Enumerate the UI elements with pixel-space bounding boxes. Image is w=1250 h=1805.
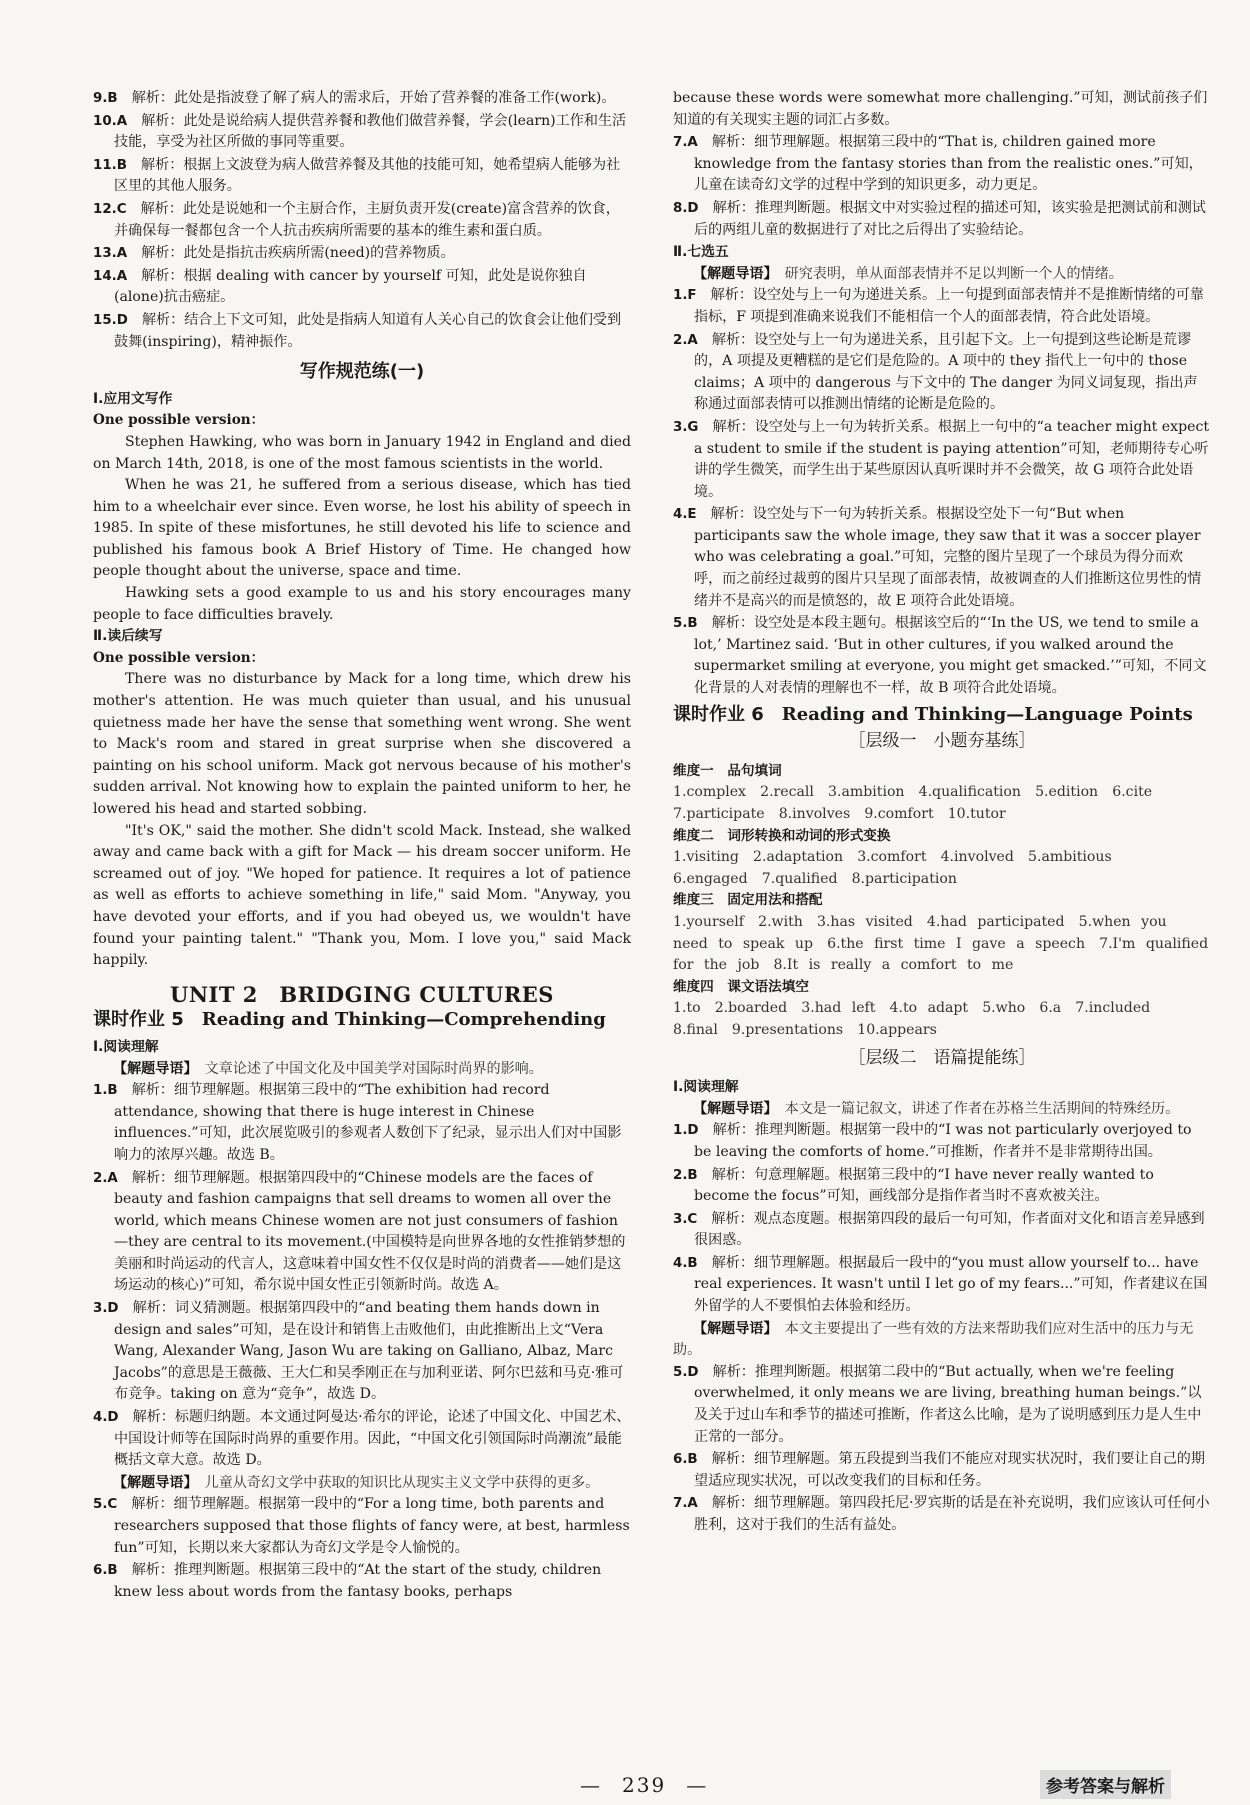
dimension-heading: 维度四 课文语法填空 [673, 978, 809, 995]
answer-item: 2.A 解析：设空处与上一句为递进关系，且引起下文。上一句提到这些论断是荒谬的，A 项提及更糟糕的是它们是危险的。A 项中的 they 指代上一句中的 those claims；A 项中的 dangerous 与下文中的 The danger 为同义词复现，指出声称通过面部表情可以推测出情绪的论断是危险的。 [673, 331, 1198, 413]
solution-guide: 【解题导语】 本文是一篇记叙文，讲述了作者在苏格兰生活期间的特殊经历。 [693, 1100, 1180, 1117]
possible-version-label: One possible version： [93, 412, 265, 429]
left-column [93, 88, 631, 1604]
solution-guide: 【解题导语】 文章论述了中国文化及中国美学对国际时尚界的影响。 [113, 1060, 543, 1077]
answer-item: 5.D 解析：推理判断题。根据第二段中的“But actually, when we're feeling overwhelmed, it only means we are living, breathing human beings.”以及关于过山车和季节的描述可推断，作者这么比喻，是为了说明感到压力是人生中正常的一部分。 [673, 1363, 1202, 1445]
writing-practice-title: 写作规范练(一) [299, 361, 425, 383]
section-heading: Ⅱ.读后续写 [93, 628, 163, 645]
level-heading: ［层级二 语篇提能练］ [848, 1047, 1036, 1068]
essay-paragraph: When he was 21, he suffered from a serious disease, which has tied him to a wheelchair ever since. Even worse, he lost his ability of speech in 1985. In spite of these misfortunes, he still devoted his life to science and published his famous book A Brief History of Time. He changed how people thought about the universe, space and time. [93, 477, 631, 580]
answer-item: 2.A 解析：细节理解题。根据第四段中的“Chinese models are the faces of beauty and fashion campaigns that sell dreams to women all over the world, which means Chinese women are not just consumers of fashion—they are central to its movement.(中国模特是向世界各地的女性推销梦想的美丽和时尚运动的代言人，这意味着中国女性不仅仅是时尚的消费者——她们是这场运动的核心)”可知，希尔说中国女性正引领新时尚。故选 A。 [93, 1169, 626, 1294]
answer-item: 6.B 解析：推理判断题。根据第三段中的“At the start of the study, children knew less about words from the fantasy books, perhaps [93, 1562, 602, 1600]
answer-item: 12.C 解析：此处是说她和一个主厨合作，主厨负责开发(create)富含营养的饮食，并确保每一餐都包含一个人抗击疾病所需要的基本的维生素和蛋白质。 [93, 200, 620, 239]
dimension-heading: 维度二 词形转换和动词的形式变换 [673, 827, 891, 844]
section-heading: Ⅰ.阅读理解 [93, 1038, 159, 1055]
answer-item: 3.D 解析：词义猜测题。根据第四段中的“and beating them hands down in design and sales”可知，是在设计和销售上击败他们，由此推断出上文“Vera Wang, Alexander Wang, Jason Wu are taking on Galliano, Albaz, Marc Jacobs”的意思是王薇薇、王大仁和吴季刚正在与加利亚诺、阿尔巴兹和马克·雅可布竞争。taking on 意为“竞争”，故选 D。 [93, 1300, 624, 1403]
answer-line: 1.yourself 2.with 3.has visited 4.had participated 5.when you need to speak up 6.the first time I gave a speech 7.I'm qualified for the job 8.It is really a comfort to me [673, 913, 1209, 974]
answer-item: 10.A 解析：此处是说给病人提供营养餐和教他们做营养餐，学会(learn)工作和生活技能，享受为社区所做的事同等重要。 [93, 112, 627, 151]
homework-title: 课时作业 6 Reading and Thinking—Language Points [673, 703, 1193, 725]
essay-paragraph: "It's OK," said the mother. She didn't scold Mack. Instead, she walked away and came back with a gift for Mack — his dream soccer uniform. He screamed out of joy. "We hoped for patience. It requires a lot of patience as well as efforts to achieve something in life," said Mom. "Anyway, you have devoted your efforts, and if you had obeyed us, we wouldn't have found your painting talent." "Thank you, Mom. I love you," said Mack happily. [93, 822, 631, 969]
answer-item: 13.A 解析：此处是指抗击疾病所需(need)的营养物质。 [93, 245, 455, 262]
answer-line: 8.final 9.presentations 10.appears [673, 1021, 937, 1038]
answer-continuation: because these words were somewhat more challenging.”可知，测试前孩子们知道的有关现实主题的词汇占多数。 [673, 90, 1208, 128]
answer-item: 4.D 解析：标题归纳题。本文通过阿曼达·希尔的评论，论述了中国文化、中国艺术、中国设计师等在国际时尚界的重要作用。因此，“中国文化引领国际时尚潮流”最能概括文章大意。故选 D。 [93, 1409, 631, 1469]
answer-item: 1.B 解析：细节理解题。根据第三段中的“The exhibition had record attendance, showing that there is huge interest in Chinese influences.”可知，此次展览吸引的参观者人数创下了纪录，显示出人们对中国影响力的浓厚兴趣。故选 B。 [93, 1082, 622, 1163]
answer-item: 1.F 解析：设空处与上一句为递进关系。上一句提到面部表情并不是推断情绪的可靠指标，F 项提到准确来说我们不能相信一个人的面部表情，符合此处语境。 [673, 287, 1204, 325]
answer-item: 3.G 解析：设空处与上一句为转折关系。根据上一句中的“a teacher might expect a student to smile if the student is paying attention”可知，老师期待专心听讲的学生微笑，而学生出于某些原因认真听课时并不会微笑，故 G 项符合此处语境。 [673, 418, 1209, 500]
answer-line: 7.participate 8.involves 9.comfort 10.tutor [673, 806, 1006, 822]
answer-line: 6.engaged 7.qualified 8.participation [673, 870, 957, 887]
dimension-heading: 维度一 品句填词 [673, 762, 782, 779]
footer-label: 参考答案与解析 [1040, 1770, 1171, 1799]
answer-item: 9.B 解析：此处是指波登了解了病人的需求后，开始了营养餐的准备工作(work)。 [93, 90, 616, 106]
answer-item: 11.B 解析：根据上文波登为病人做营养餐及其他的技能可知，她希望病人能够为社区里的其他人服务。 [93, 156, 621, 195]
answer-item: 7.A 解析：细节理解题。根据第三段中的“That is, children gained more knowledge from the fantasy stories than from the realistic ones.”可知，儿童在读奇幻文学的过程中学到的知识更多，动力更足。 [673, 134, 1203, 194]
answer-line: 1.visiting 2.adaptation 3.comfort 4.involved 5.ambitious [673, 849, 1112, 866]
answer-item: 4.E 解析：设空处与下一句为转折关系。根据设空处下一句“But when participants saw the whole image, they saw that it was a soccer player who was celebrating a goal.”可知，完整的图片呈现了一个球员为得分而欢呼，而之前经过裁剪的图片只呈现了面部表情，故被调查的人们推断这位男性的情绪并不是高兴的而是愤怒的，故 E 项符合此处语境。 [673, 506, 1202, 609]
answer-item: 5.C 解析：细节理解题。根据第一段中的“For a long time, both parents and researchers supposed that those flights of fancy were, at best, harmless fun”可知，长期以来大家都认为奇幻文学是令人愉悦的。 [93, 1496, 630, 1556]
essay-paragraph: There was no disturbance by Mack for a long time, which drew his mother's attention. He was much quieter than usual, and his unusual quietness made her have the sense that something went wrong. She went to Mack's room and stared in great surprise when she discovered a painting on his school uniform. Mack got nervous because of his mother's sudden arrival. Not knowing how to explain the painted uniform to her, he lowered his head and started sobbing. [93, 671, 631, 817]
answer-line: 1.complex 2.recall 3.ambition 4.qualification 5.edition 6.cite [673, 784, 1153, 801]
unit-title: UNIT 2 BRIDGING CULTURES [170, 981, 554, 1007]
essay-paragraph: Hawking sets a good example to us and his story encourages many people to face difficulties bravely. [93, 585, 631, 623]
possible-version-label: One possible version： [93, 649, 265, 666]
answer-item: 2.B 解析：句意理解题。根据第三段中的“I have never really wanted to become the focus”可知，画线部分是指作者当时不喜欢被关注。 [673, 1166, 1154, 1205]
section-heading: Ⅰ.应用文写作 [93, 390, 173, 407]
homework-title: 课时作业 5 Reading and Thinking—Comprehending [93, 1009, 606, 1031]
solution-guide: 【解题导语】 研究表明，单从面部表情并不足以判断一个人的情绪。 [693, 265, 1123, 282]
essay-paragraph: Stephen Hawking, who was born in January 1942 in England and died on March 14th, 2018, is one of the most famous scientists in the world. [93, 433, 631, 472]
answer-item: 6.B 解析：细节理解题。第五段提到当我们不能应对现实状况时，我们要让自己的期望适应现实状况，可以改变我们的目标和任务。 [673, 1451, 1205, 1489]
solution-guide: 【解题导语】 本文主要提出了一些有效的方法来帮助我们应对生活中的压力与无助。 [673, 1320, 1194, 1359]
right-column [673, 88, 1211, 1538]
answer-item: 5.B 解析：设空处是本段主题句。根据该空后的“‘In the US, we tend to smile a lot,’ Martinez said. ‘But in other cultures, if you walked around the supermarket smiling at everyone, you might get smacked.’”可知，不同文化背景的人对表情的理解也不一样，故 B 项符合此处语境。 [673, 615, 1207, 697]
answer-item: 8.D 解析：推理判断题。根据文中对实验过程的描述可知，该实验是把测试前和测试后的两组儿童的数据进行了对比之后得出了实验结论。 [673, 199, 1206, 238]
answer-item: 4.B 解析：细节理解题。根据最后一段中的“you must allow yourself to... have real experiences. It wasn't until I let go of my fears...”可知，作者建议在国外留学的人不要惧怕去体验和经历。 [673, 1254, 1208, 1315]
dimension-heading: 维度三 固定用法和搭配 [673, 892, 823, 909]
answer-item: 3.C 解析：观点态度题。根据第四段的最后一句可知，作者面对文化和语言差异感到很困惑。 [673, 1210, 1205, 1249]
answer-item: 7.A 解析：细节理解题。第四段托尼·罗宾斯的话是在补充说明，我们应该认可任何小胜利，这对于我们的生活有益处。 [673, 1495, 1210, 1533]
answer-item: 15.D 解析：结合上下文可知，此处是指病人知道有人关心自己的饮食会让他们受到鼓舞(inspiring)，精神振作。 [93, 311, 622, 350]
solution-guide: 【解题导语】 儿童从奇幻文学中获取的知识比从现实主义文学中获得的更多。 [113, 1474, 600, 1491]
page-number: — 239 — [580, 1773, 709, 1797]
answer-line: 1.to 2.boarded 3.had left 4.to adapt 5.who 6.a 7.included [673, 1000, 1151, 1017]
answer-item: 1.D 解析：推理判断题。根据第一段中的“I was not particularly overjoyed to be leaving the comforts of home.”可推断，作者并不是非常期待出国。 [673, 1122, 1192, 1160]
level-heading: ［层级一 小题夯基练］ [848, 731, 1036, 752]
section-heading: Ⅱ.七选五 [673, 244, 729, 261]
section-heading: Ⅰ.阅读理解 [673, 1079, 739, 1096]
answer-item: 14.A 解析：根据 dealing with cancer by yourself 可知，此处是说你独自(alone)抗击癌症。 [93, 267, 587, 306]
